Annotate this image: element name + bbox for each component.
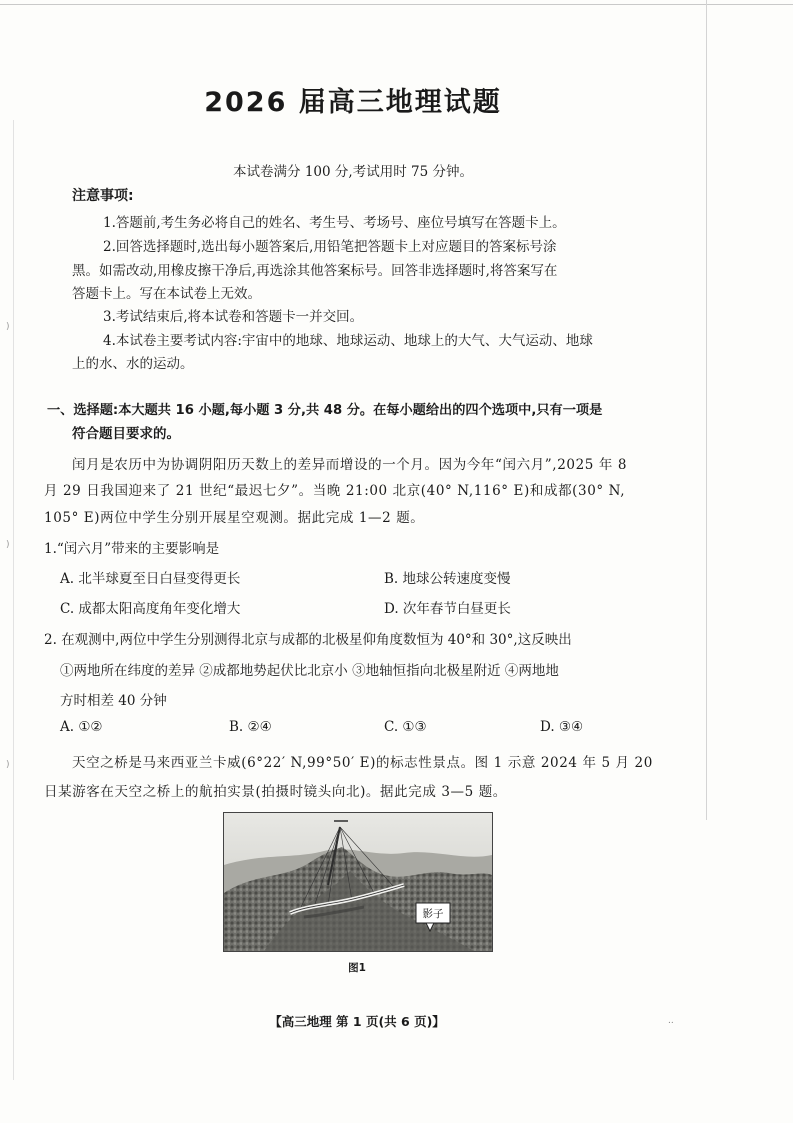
question-1-stem: 1.“闰六月”带来的主要影响是 <box>44 541 220 557</box>
note-line: 1.答题前,考生务必将自己的姓名、考生号、考场号、座位号填写在答题卡上。 <box>103 215 566 231</box>
note-line: 2.回答选择题时,选出每小题答案后,用铅笔把答题卡上对应题目的答案标号涂 <box>103 239 557 255</box>
question-2-items-cont: 方时相差 40 分钟 <box>60 693 167 709</box>
scan-edge-right <box>706 0 707 820</box>
scan-edge-left <box>13 120 14 1080</box>
passage-line: 闰月是农历中为协调阴阳历天数上的差异而增设的一个月。因为今年“闰六月”,2025 年 8 <box>72 457 628 473</box>
sky-bridge-photo <box>224 813 492 951</box>
scan-dots: .. <box>668 1016 674 1026</box>
page-footer: 【高三地理 第 1 页(共 6 页)】 <box>269 1014 445 1029</box>
note-line: 黑。如需改动,用橡皮擦干净后,再选涂其他答案标号。回答非选择题时,将答案写在 <box>72 263 558 279</box>
passage-line: 月 29 日我国迎来了 21 世纪“最迟七夕”。当晚 21:00 北京(40° N,116° E)和成都(30° N, <box>44 483 626 499</box>
section-heading-cont: 符合题目要求的。 <box>72 426 180 442</box>
binding-mark: ) <box>6 322 10 332</box>
notes-heading: 注意事项: <box>72 188 134 204</box>
exam-subtitle: 本试卷满分 100 分,考试用时 75 分钟。 <box>233 164 473 180</box>
figure-caption: 图1 <box>348 962 366 974</box>
question-2-items: ①两地所在纬度的差异 ②成都地势起伏比北京小 ③地轴恒指向北极星附近 ④两地地 <box>60 663 559 679</box>
question-2-option-c: C. ①③ <box>384 719 427 735</box>
note-line: 答题卡上。写在本试卷上无效。 <box>72 286 261 302</box>
aerial-photo-figure <box>223 812 493 952</box>
question-2-stem: 2. 在观测中,两位中学生分别测得北京与成都的北极星仰角度数恒为 40°和 30°,这反映出 <box>44 632 572 648</box>
section-heading: 一、选择题:本大题共 16 小题,每小题 3 分,共 48 分。在每小题给出的四个选项中,只有一项是 <box>47 403 603 418</box>
page-title: 2026 届高三地理试题 <box>204 87 502 118</box>
question-2-option-a: A. ①② <box>60 719 103 735</box>
passage-line: 105° E)两位中学生分别开展星空观测。据此完成 1—2 题。 <box>44 510 425 526</box>
scan-edge-top <box>0 4 793 5</box>
shadow-callout-label: 影子 <box>422 908 444 920</box>
question-2-option-b: B. ②④ <box>229 719 272 735</box>
binding-mark: ) <box>6 540 10 550</box>
note-line: 3.考试结束后,将本试卷和答题卡一并交回。 <box>103 309 364 325</box>
note-line: 上的水、水的运动。 <box>72 356 194 372</box>
question-1-option-a: A. 北半球夏至日白昼变得更长 <box>60 571 241 587</box>
question-1-option-d: D. 次年春节白昼更长 <box>384 601 511 617</box>
passage-line: 天空之桥是马来西亚兰卡威(6°22′ N,99°50′ E)的标志性景点。图 1 示意 2024 年 5 月 20 <box>72 755 653 771</box>
binding-mark: ) <box>6 760 10 770</box>
passage-line: 日某游客在天空之桥上的航拍实景(拍摄时镜头向北)。据此完成 3—5 题。 <box>44 784 507 800</box>
question-2-option-d: D. ③④ <box>540 719 584 735</box>
question-1-option-c: C. 成都太阳高度角年变化增大 <box>60 601 241 617</box>
question-1-option-b: B. 地球公转速度变慢 <box>384 571 511 587</box>
note-line: 4.本试卷主要考试内容:宇宙中的地球、地球运动、地球上的大气、大气运动、地球 <box>103 333 593 349</box>
